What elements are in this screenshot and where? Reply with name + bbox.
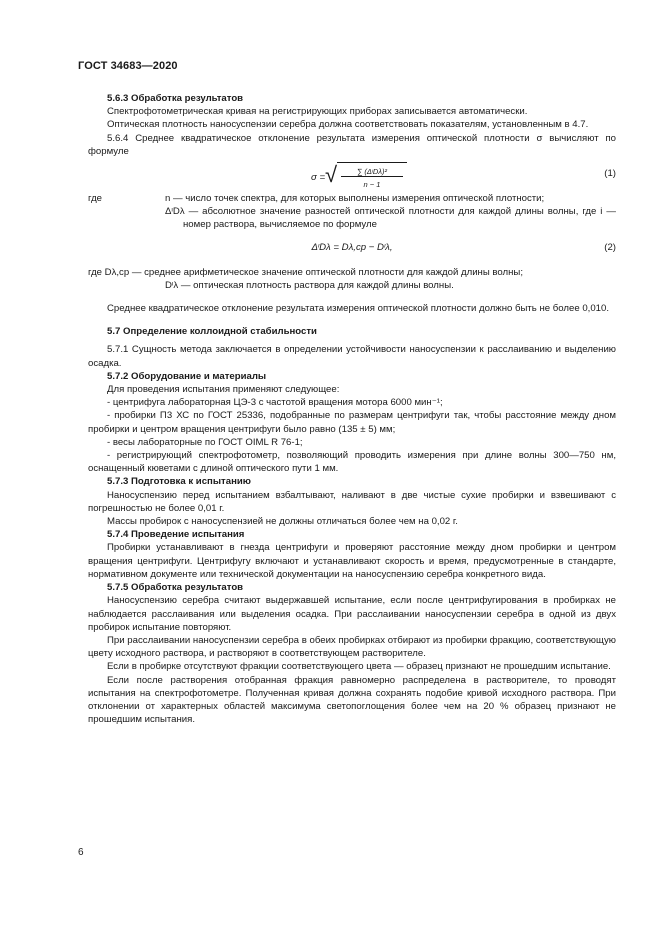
paragraph: Спектрофотометрическая кривая на регистрирующих приборах записывается автоматически.	[107, 106, 528, 118]
paragraph: Пробирки устанавливают в гнезда центрифуги и проверяют расстояние между дном пробирки и центром вращения центрифуги. Центрифугу включают и устанавливают скорость и время, предусмотренные в стандарте, нормативном документе или технической документации на наносуспензию серебра конкретного вида.	[88, 542, 616, 580]
paragraph: Для проведения испытания применяют следующее:	[107, 384, 340, 396]
formula-number: (1)	[604, 168, 616, 180]
definition-n	[88, 192, 616, 205]
formula-number: (2)	[604, 241, 616, 253]
fraction-bar	[341, 176, 403, 177]
formula-denominator: n − 1	[363, 180, 381, 190]
document-body	[88, 92, 616, 726]
square-root-icon: √	[325, 162, 338, 188]
list-item: - весы лабораторные по ГОСТ OIML R 76-1;	[107, 436, 303, 448]
paragraph-5-7-1: 5.7.1 Сущность метода заключается в определении устойчивости наносуспензии к расслаиванию и выделению осадка.	[88, 344, 616, 369]
section-heading-5-6-3: 5.6.3 Обработка результатов	[107, 93, 244, 104]
list-item: - регистрирующий спектрофотометр, позволяющий проводить измерения при длине волны 300—750 нм, оснащенный кюветами с длиной оптического пути 1 мм.	[88, 450, 616, 475]
section-heading-5-7-5: 5.7.5 Обработка результатов	[107, 582, 244, 594]
paragraph: Массы пробирок с наносуспензией не должны отличаться более чем на 0,02 г.	[107, 516, 458, 528]
definition-di: Dᶦλ — оптическая плотность раствора для каждой длины волны.	[165, 279, 454, 291]
paragraph: При расслаивании наносуспензии серебра в обеих пробирках отбирают из пробирки фракцию, соответствующую цвету исходного раствора, и растворяют в соответствующем растворителе.	[88, 634, 616, 660]
section-heading-5-7-4: 5.7.4 Проведение испытания	[107, 529, 245, 541]
formula-numerator: ∑ (ΔᶦDλ)²	[357, 167, 387, 177]
section-heading-5-7-3: 5.7.3 Подготовка к испытанию	[107, 476, 251, 488]
paragraph-limit: Среднее квадратическое отклонение результата измерения оптической плотности должно быть не более 0,010.	[107, 303, 610, 315]
list-item: - пробирки П3 ХС по ГОСТ 25336, подобранные по размерам центрифуги так, чтобы расстояние между дном пробирки и центром вращения центрифуги было равно (135 ± 5) мм;	[88, 410, 616, 435]
definition-delta: ΔᶦDλ — абсолютное значение разностей оптической плотности для каждой длины волны, где i — номер раствора, вычисляемое по формуле	[165, 206, 616, 231]
formula-2	[88, 234, 616, 264]
formula-expression: ΔᶦDλ = Dλ,ср − Dᶦλ,	[311, 241, 393, 253]
paragraph: Если после растворения отобранная фракция равномерно распределена в растворителе, то проводят испытания на спектрофотометре. Полученная кривая должна сохранять подобие кривой исходного раствора. При отклонении от характерных областей максимума светопоглощения более чем на 20 % образец признают не прошедшим испытания.	[88, 674, 616, 726]
definition-text: n — число точек спектра, для которых выполнены измерения оптической плотности;	[165, 193, 545, 205]
formula-1	[88, 160, 616, 190]
section-heading-5-7: 5.7 Определение коллоидной стабильности	[107, 326, 317, 338]
paragraph: Наносуспензию серебра считают выдержавшей испытание, если после центрифугирования в пробирках не наблюдается расслаивания или выделения осадка. При расслаивании наносуспензии серебра в одной из двух пробирок испытание повторяют.	[88, 595, 616, 633]
paragraph: Если в пробирке отсутствуют фракции соответствующего цвета — образец признают не прошедшим испытание.	[107, 661, 611, 673]
sigma-formula	[311, 162, 423, 190]
paragraph: Наносуспензию перед испытанием взбалтывают, наливают в две чистые сухие пробирки и взвешивают с погрешностью не более 0,01 г.	[88, 489, 616, 514]
paragraph: Оптическая плотность наносуспензии серебра должна соответствовать показателям, установленным в 4.7.	[107, 119, 589, 131]
radical-overline	[337, 162, 407, 163]
list-item: - центрифуга лабораторная ЦЭ-3 с частотой вращения мотора 6000 мин⁻¹;	[107, 397, 443, 409]
page-number: 6	[78, 847, 84, 858]
formula-lhs: σ =	[311, 172, 326, 184]
standard-header: ГОСТ 34683—2020	[78, 60, 178, 72]
paragraph-5-6-4: 5.6.4 Среднее квадратическое отклонение результата измерения оптической плотности σ вычисляют по формуле	[88, 132, 616, 157]
section-heading-5-7-2: 5.7.2 Оборудование и материалы	[107, 370, 267, 382]
definition-mean: где Dλ,ср — среднее арифметическое значение оптической плотности для каждой длины волны;	[88, 266, 523, 278]
where-label: где	[88, 193, 103, 205]
